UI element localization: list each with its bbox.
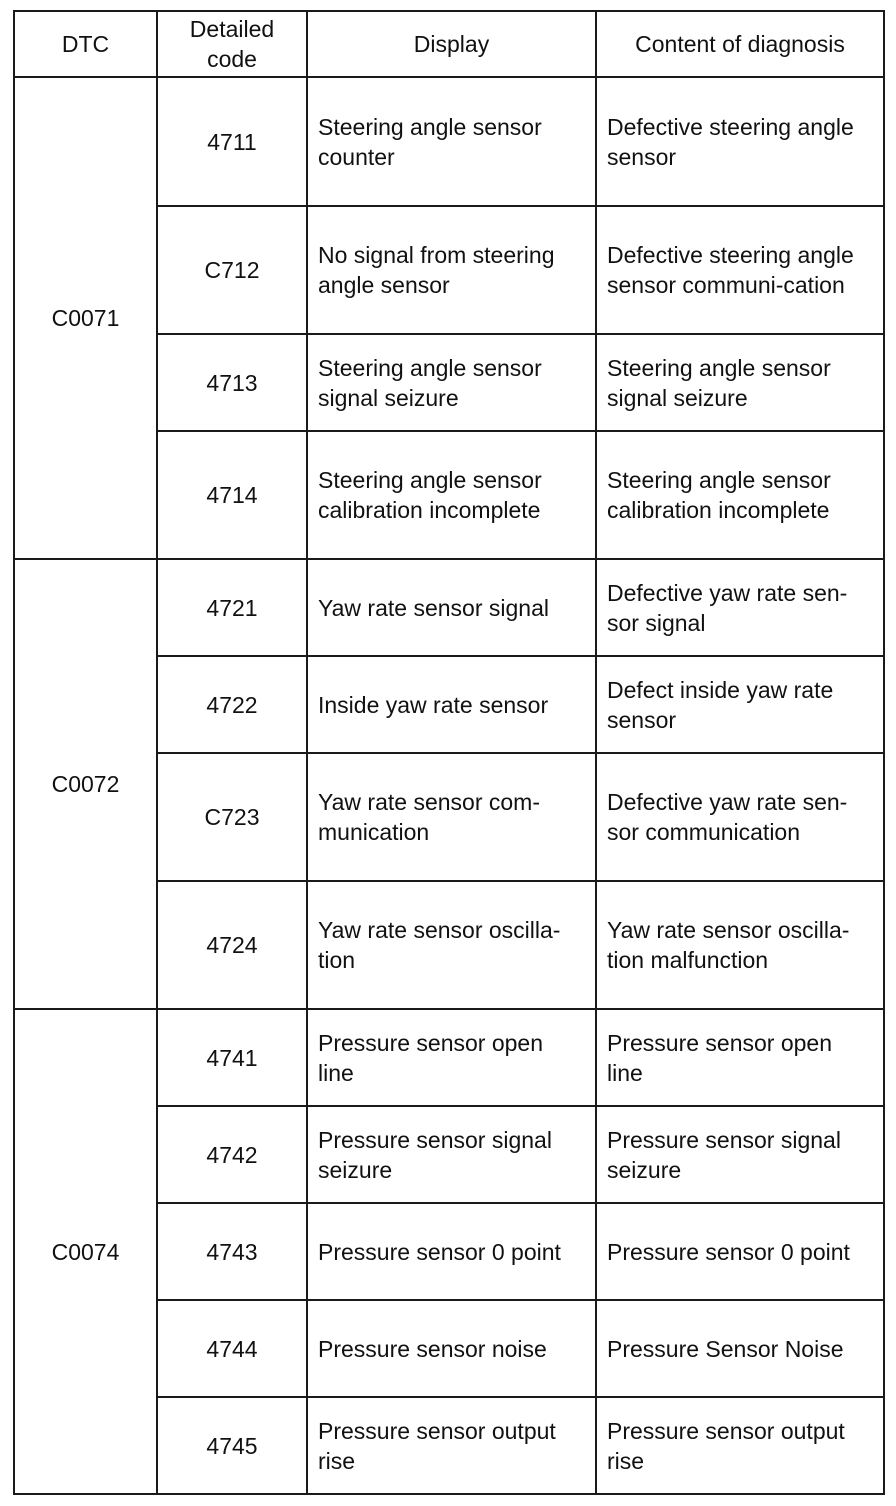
content-cell: Yaw rate sensor oscilla-tion malfunction	[596, 881, 884, 1009]
detailed-code-cell: 4744	[157, 1300, 307, 1397]
detailed-code-cell: 4721	[157, 559, 307, 656]
content-cell: Defective steering angle sensor communi-cation	[596, 206, 884, 334]
detailed-code-cell: 4711	[157, 77, 307, 206]
content-cell: Defective yaw rate sen-sor signal	[596, 559, 884, 656]
content-cell: Pressure sensor signal seizure	[596, 1106, 884, 1203]
display-cell: Pressure sensor output rise	[307, 1397, 596, 1494]
detailed-code-cell: 4724	[157, 881, 307, 1009]
display-cell: Pressure sensor noise	[307, 1300, 596, 1397]
display-cell: Yaw rate sensor oscilla-tion	[307, 881, 596, 1009]
header-display: Display	[307, 11, 596, 77]
detailed-code-cell: C712	[157, 206, 307, 334]
display-cell: Pressure sensor open line	[307, 1009, 596, 1106]
dtc-table	[13, 10, 885, 1495]
dtc-code-cell: C0072	[14, 559, 157, 1009]
detailed-code-cell: 4742	[157, 1106, 307, 1203]
detailed-code-cell: 4741	[157, 1009, 307, 1106]
header-detailed-code-label: Detailed code	[189, 16, 275, 72]
display-cell: Inside yaw rate sensor	[307, 656, 596, 753]
detailed-code-cell: 4743	[157, 1203, 307, 1300]
display-cell: Yaw rate sensor signal	[307, 559, 596, 656]
detailed-code-cell: 4714	[157, 431, 307, 559]
display-cell: No signal from steering angle sensor	[307, 206, 596, 334]
dtc-code-cell: C0071	[14, 77, 157, 559]
dtc-code-cell: C0074	[14, 1009, 157, 1494]
content-cell: Steering angle sensor calibration incomplete	[596, 431, 884, 559]
detailed-code-cell: C723	[157, 753, 307, 881]
display-cell: Steering angle sensor counter	[307, 77, 596, 206]
display-cell: Pressure sensor signal seizure	[307, 1106, 596, 1203]
detailed-code-cell: 4713	[157, 334, 307, 431]
header-dtc: DTC	[14, 11, 157, 77]
content-cell: Pressure sensor 0 point	[596, 1203, 884, 1300]
display-cell: Pressure sensor 0 point	[307, 1203, 596, 1300]
detailed-code-cell: 4745	[157, 1397, 307, 1494]
display-cell: Yaw rate sensor com-munication	[307, 753, 596, 881]
display-cell: Steering angle sensor calibration incomplete	[307, 431, 596, 559]
header-row	[14, 11, 884, 77]
content-cell: Pressure Sensor Noise	[596, 1300, 884, 1397]
content-cell: Pressure sensor open line	[596, 1009, 884, 1106]
detailed-code-cell: 4722	[157, 656, 307, 753]
content-cell: Steering angle sensor signal seizure	[596, 334, 884, 431]
table-row	[14, 559, 884, 656]
content-cell: Defective steering angle sensor	[596, 77, 884, 206]
content-cell: Pressure sensor output rise	[596, 1397, 884, 1494]
table-row	[14, 1009, 884, 1106]
table-row	[14, 77, 884, 206]
header-content: Content of diagnosis	[596, 11, 884, 77]
display-cell: Steering angle sensor signal seizure	[307, 334, 596, 431]
content-cell: Defective yaw rate sen-sor communication	[596, 753, 884, 881]
header-detailed-code	[157, 11, 307, 77]
content-cell: Defect inside yaw rate sensor	[596, 656, 884, 753]
